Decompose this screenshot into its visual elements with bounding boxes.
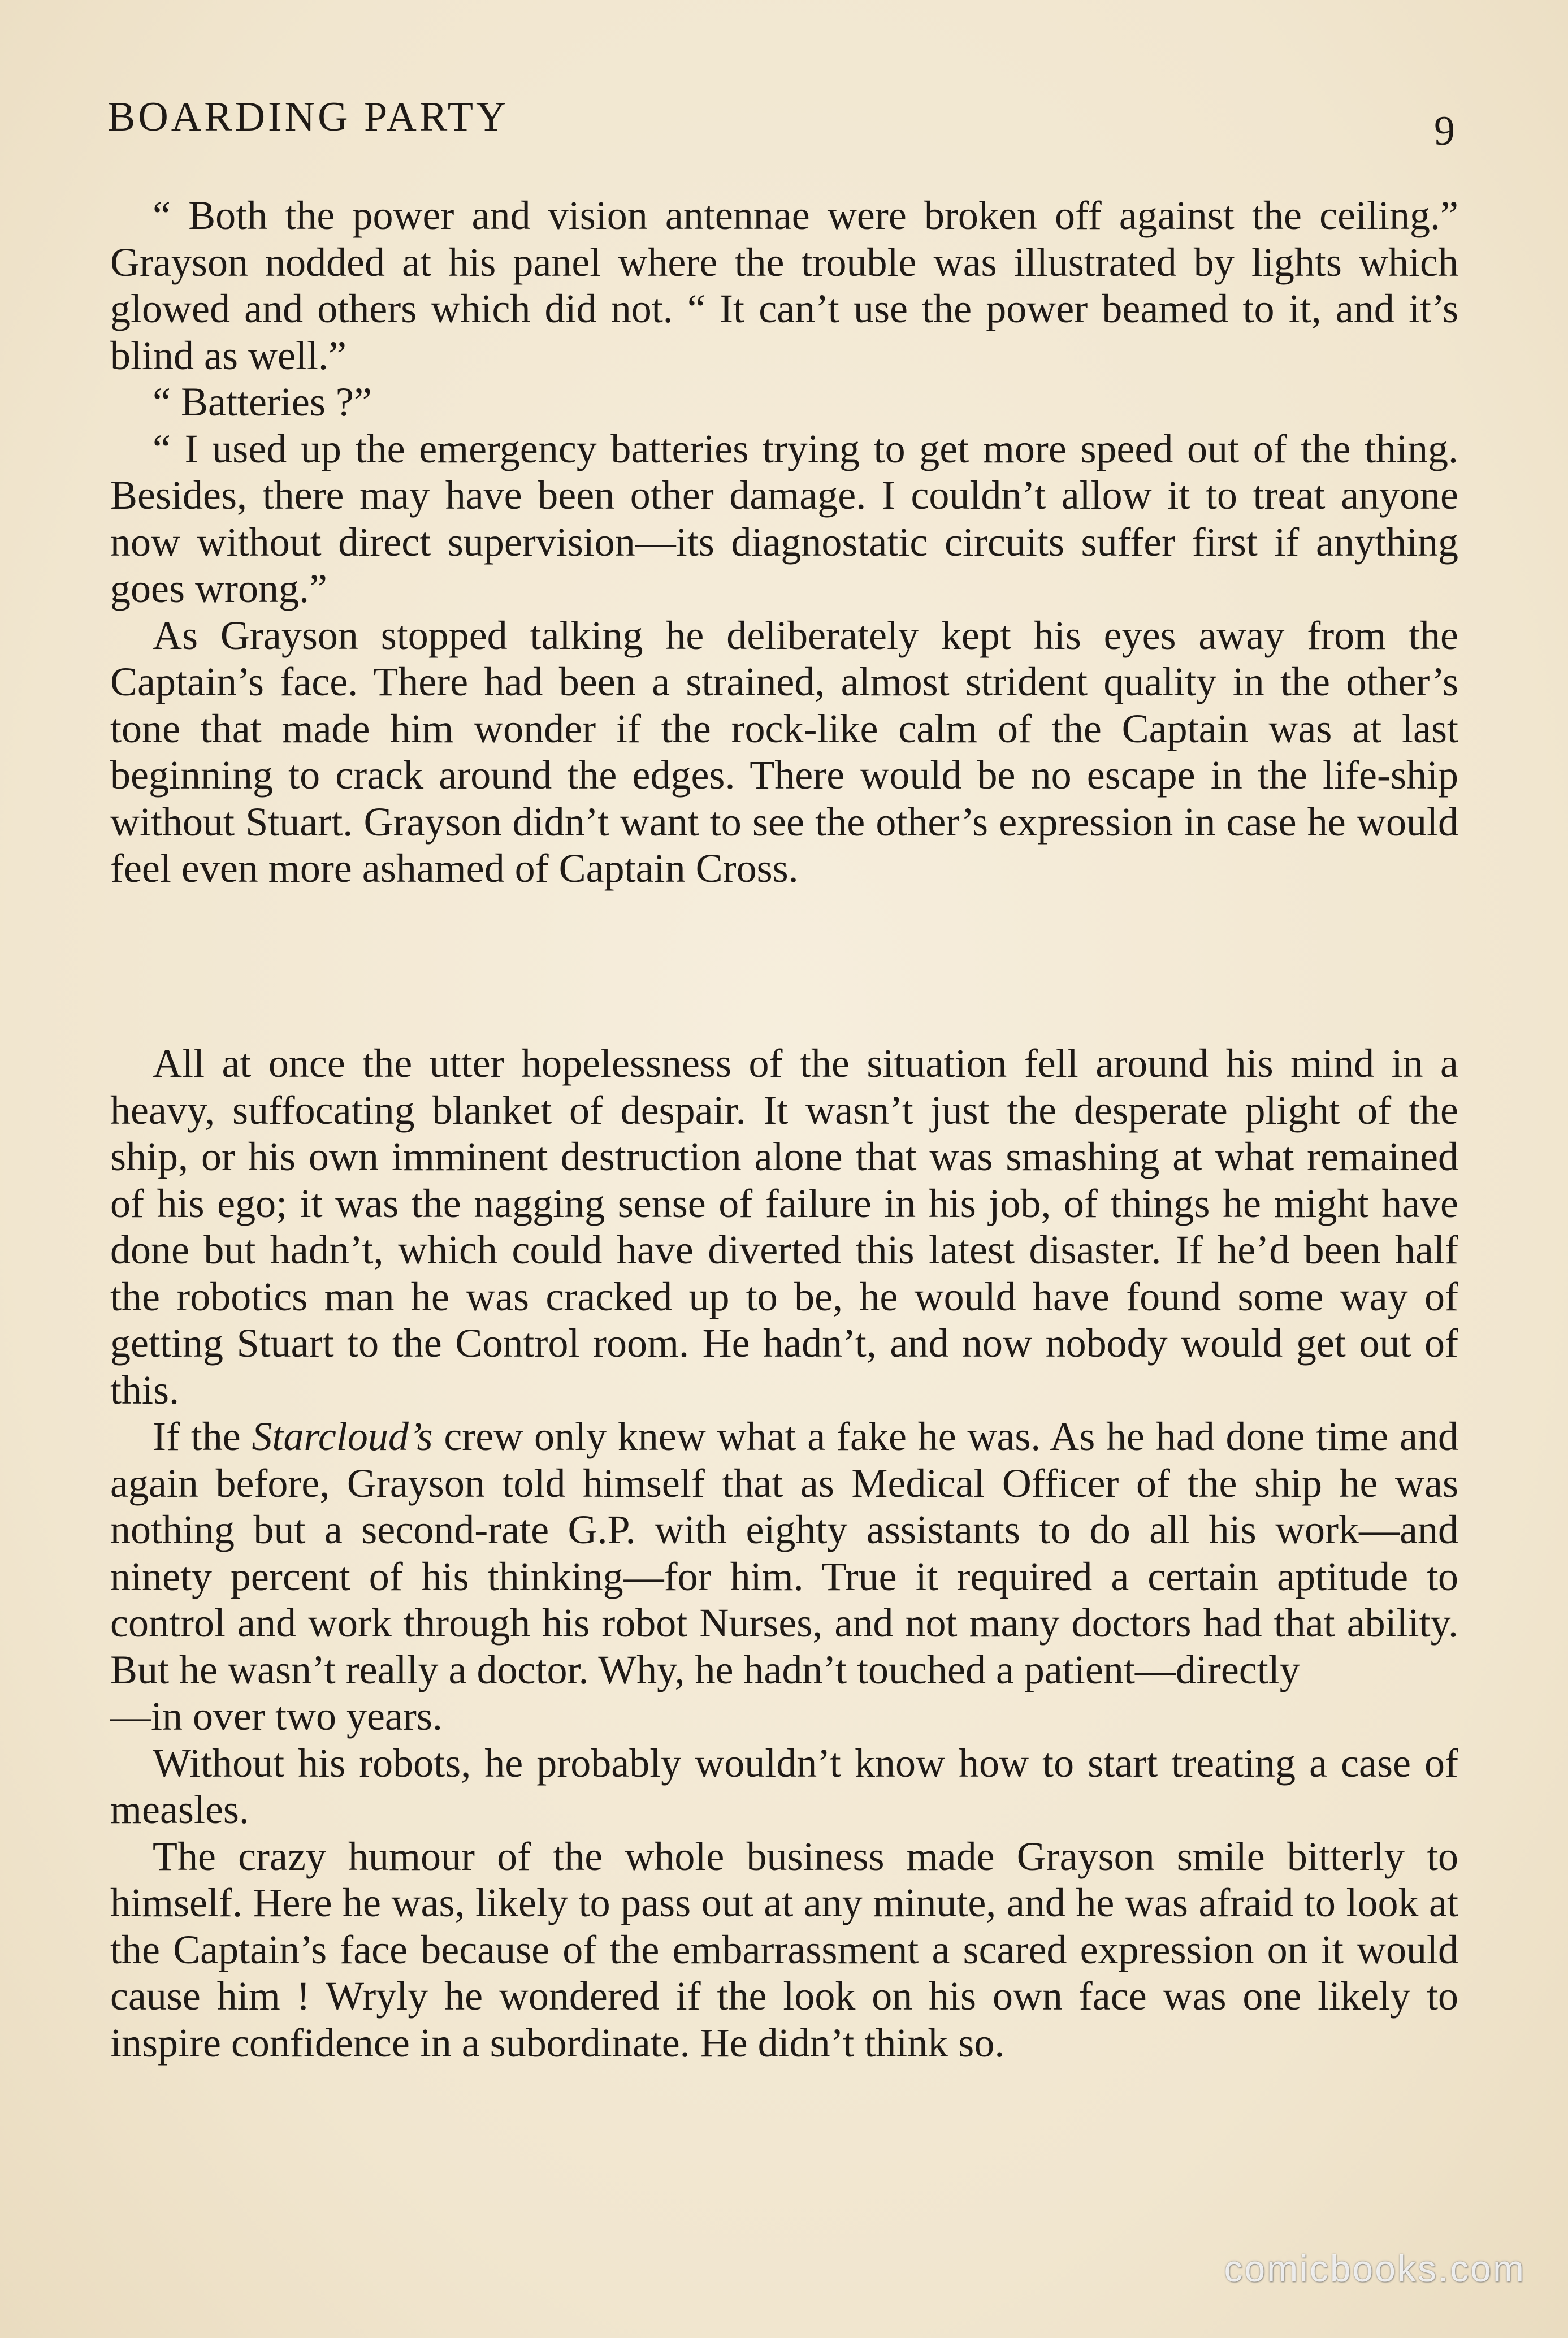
ship-name: Starcloud’s [252,1414,433,1459]
paragraph: The crazy humour of the whole business made Grayson smile bitterly to himself. Here he was, likely to pass out at any minute, and he was afraid to look at the Captain’s face because of the embarrassment a scared expression on it would cause him ! Wryly he wondered if the look on his own face was one likely to inspire confidence in a subordinate. He didn’t think so. [110,1833,1458,2066]
paragraph: Without his robots, he probably wouldn’t know how to start treating a case of measles. [110,1740,1458,1832]
text-section-1 [110,192,1458,892]
paragraph-text: crew only knew what a fake he was. As he had done time and again before, Grayson told himself that as Medical Officer of the ship he was nothing but a second-rate G.P. with eighty assistants to do all his work—and ninety percent of his thinking—for him. True it required a certain aptitude to control and work through his robot Nurses, and not many doctors had that ability. But he wasn’t really a doctor. Why, he hadn’t touched a patient—directly [110,1414,1458,1692]
paragraph: “ Both the power and vision antennae were broken off against the ceiling.” Grayson nodded at his panel where the trouble was illustrated by lights which glowed and others which did not. “ It can’t use the power beamed to it, and it’s blind as well.” [110,193,1458,378]
paragraph: As Grayson stopped talking he deliberately kept his eyes away from the Captain’s face. There had been a strained, almost strident quality in the other’s tone that made him wonder if the rock-like calm of the Captain was at last beginning to crack around the edges. There would be no escape in the life-ship without Stuart. Grayson didn’t want to see the other’s expression in case he would feel even more ashamed of Captain Cross. [110,612,1458,891]
text-section-2 [110,1040,1458,2066]
paragraph-continuation: —in over two years. [110,1694,443,1739]
paragraph [110,1413,1458,1693]
page-number: 9 [1434,108,1455,154]
paragraph: “ I used up the emergency batteries trying to get more speed out of the thing. Besides, there may have been other damage. I couldn’t allow it to treat anyone now without direct supervision—its diagnostatic circuits suffer first if anything goes wrong.” [110,426,1458,611]
paragraph: “ Batteries ?” [153,379,372,425]
paragraph: All at once the utter hopelessness of the situation fell around his mind in a heavy, suffocating blanket of despair. It wasn’t just the desperate plight of the ship, or his own imminent destruction alone that was smashing at what remained of his ego; it was the nagging sense of failure in his job, of things he might have done but hadn’t, which could have diverted this latest disaster. If he’d been half the robotics man he was cracked up to be, he would have found some way of getting Stuart to the Control room. He hadn’t, and now nobody would get out of this. [110,1041,1458,1413]
running-head: BOARDING PARTY [107,94,509,140]
paragraph-text: If the [153,1414,252,1459]
watermark: comicbooks.com [1224,2248,1526,2289]
